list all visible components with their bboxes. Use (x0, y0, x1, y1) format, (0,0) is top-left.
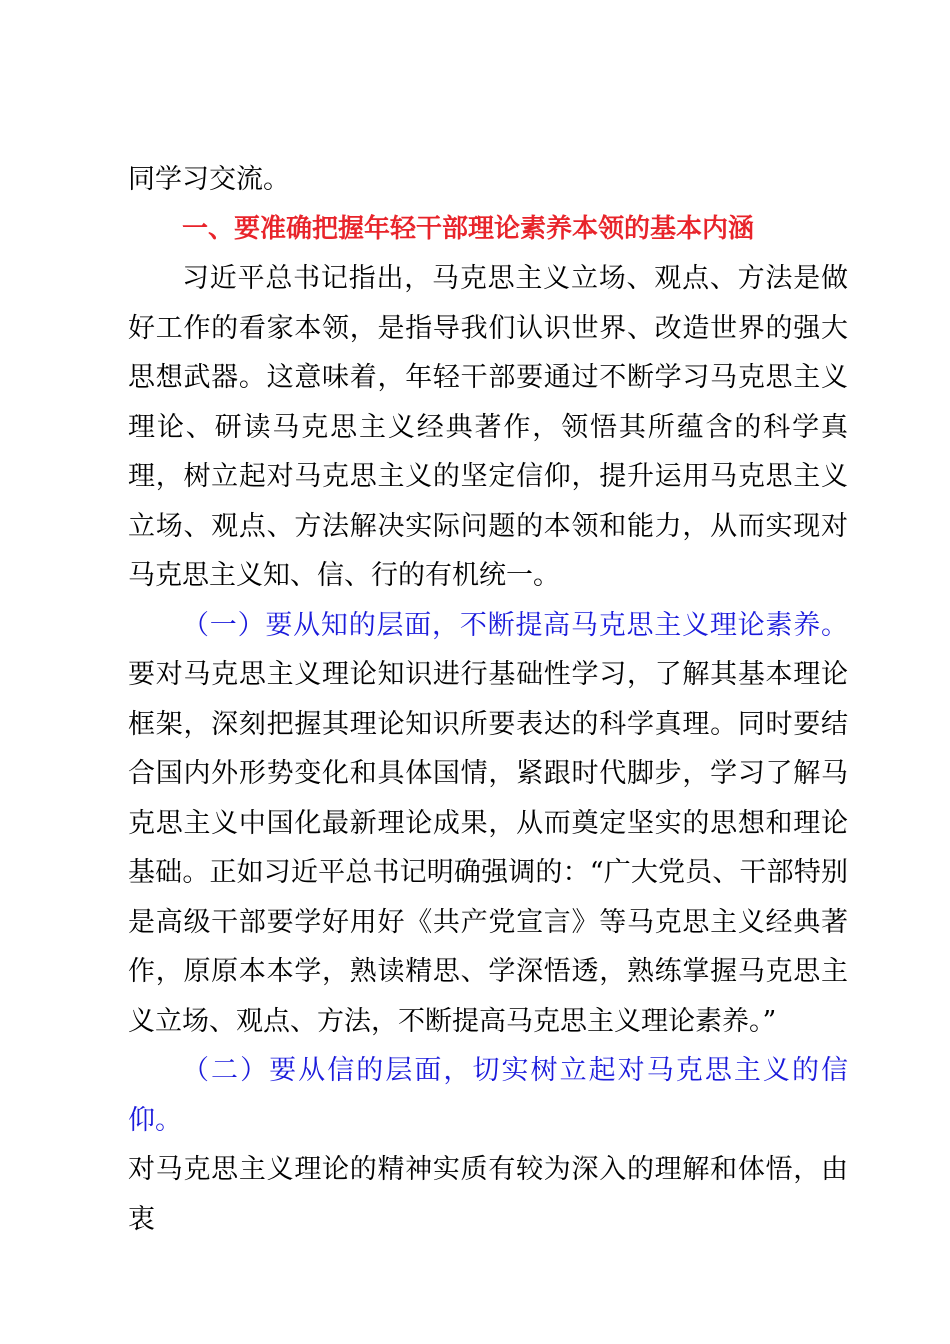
document-page (128, 155, 848, 1244)
continuation-paragraph: 同学习交流。 (128, 164, 290, 195)
intro-paragraph: 习近平总书记指出，马克思主义立场、观点、方法是做好工作的看家本领，是指导我们认识世界、改造世界的强大思想武器。这意味着，年轻干部要通过不断学习马克思主义理论、研读马克思主义经典著作，领悟其所蕴含的科学真理，树立起对马克思主义的坚定信仰，提升运用马克思主义立场、观点、方法解决实际问题的本领和能力，从而实现对马克思主义知、信、行的有机统一。 (128, 263, 848, 591)
subsection-1-body: 要对马克思主义理论知识进行基础性学习，了解其基本理论框架，深刻把握其理论知识所要表达的科学真理。同时要结合国内外形势变化和具体国情，紧跟时代脚步，学习了解马克思主义中国化最新理论成果，从而奠定坚实的思想和理论基础。正如习近平总书记明确强调的：“广大党员、干部特别是高级干部要学好用好《共产党宣言》等马克思主义经典著作，原原本本学，熟读精思、学深悟透，熟练掌握马克思主义立场、观点、方法，不断提高马克思主义理论素养。” (128, 659, 848, 1037)
subsection-2-title: （二）要从信的层面，切实树立起对马克思主义的信仰。 (128, 1055, 848, 1136)
section-heading-1: 一、要准确把握年轻干部理论素养本领的基本内涵 (182, 213, 755, 244)
subsection-1-paragraph (128, 601, 848, 1047)
subsection-2-paragraph (128, 1046, 848, 1244)
subsection-1-title: （一）要从知的层面，不断提高马克思主义理论素养。 (182, 609, 848, 641)
subsection-2-body: 对马克思主义理论的精神实质有较为深入的理解和体悟，由衷 (128, 1154, 848, 1235)
